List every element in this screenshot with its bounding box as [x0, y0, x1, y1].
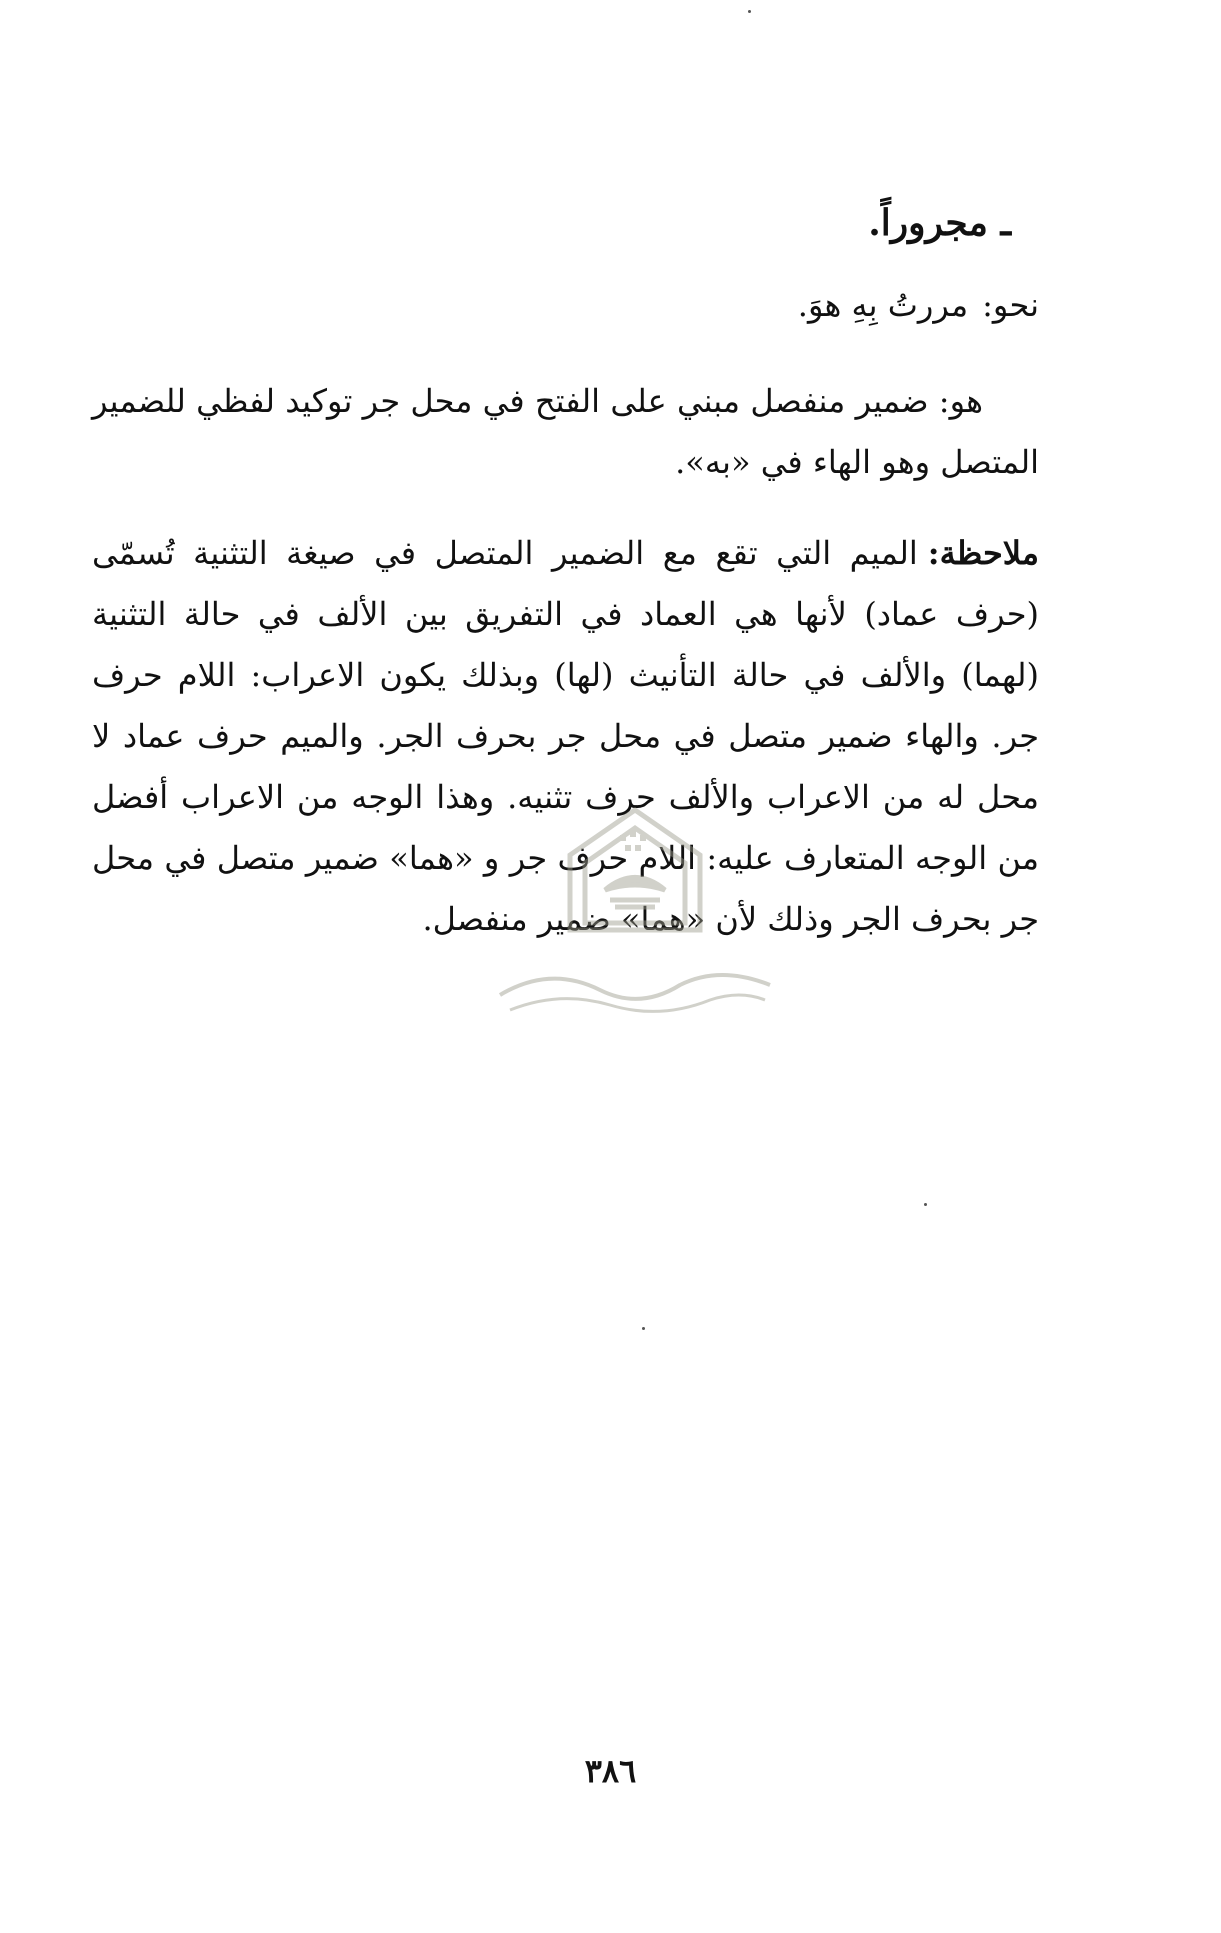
paragraph-note: [92, 523, 1039, 950]
note-text: الميم التي تقع مع الضمير المتصل في صيغة التثنية تُسمّى (حرف عماد) لأنها هي العماد في التفريق بين الألف في حالة التثنية (لهما) والألف في حالة التأنيث (لها) وبذلك يكون الاعراب: اللام حرف جر. والهاء ضمير متصل في محل جر بحرف الجر. والميم حرف عماد لا محل له من الاعراب والألف حرف تثنيه. وهذا الوجه من الاعراب أفضل من الوجه المتعارف عليه: اللام حرف جر و «هما» ضمير متصل في محل جر بحرف الجر وذلك لأن «هما» ضمير منفصل.: [92, 534, 1040, 938]
example-line: [92, 277, 1039, 333]
example-label: نحو:: [982, 286, 1039, 324]
page-number: ٣٨٦: [584, 1752, 637, 1790]
scan-speck: [924, 1203, 927, 1206]
note-label: ملاحظة:: [927, 534, 1040, 572]
page-body: [92, 195, 1039, 950]
example-text: مررتُ بِهِ هوَ.: [797, 286, 969, 324]
scan-speck: [748, 10, 751, 13]
section-heading: ـ مجروراً.: [868, 202, 1011, 244]
paragraph-explanation: هو: ضمير منفصل مبني على الفتح في محل جر توكيد لفظي للضمير المتصل وهو الهاء في «به».: [92, 382, 1039, 481]
scan-speck: [642, 1327, 645, 1330]
